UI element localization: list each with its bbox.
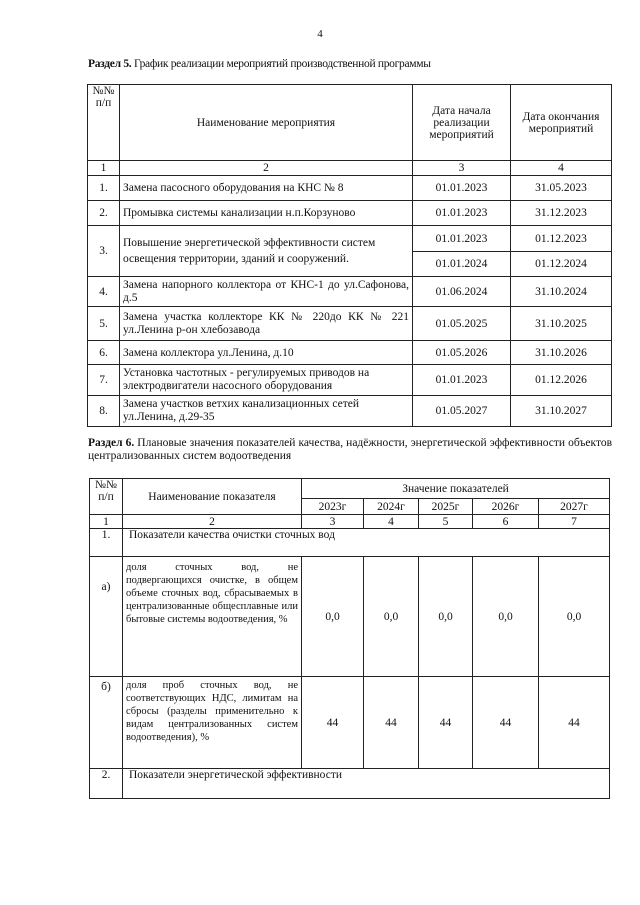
- row-start: 01.06.2024: [413, 277, 511, 307]
- colnum: 3: [413, 161, 511, 176]
- colnum: 4: [364, 515, 419, 529]
- colnum: 7: [539, 515, 610, 529]
- section-6-label: Раздел 6.: [88, 437, 135, 449]
- colnum: 3: [302, 515, 364, 529]
- row-num: 4.: [88, 277, 120, 307]
- row-end: 31.12.2023: [511, 201, 612, 226]
- row-name: Повышение энергетической эффективности систем освещения территории, зданий и сооружений.: [120, 226, 413, 277]
- table-row: [88, 277, 612, 307]
- value: 44: [473, 677, 539, 769]
- row-start: 01.01.2023: [413, 365, 511, 396]
- group-num: 2.: [90, 769, 123, 799]
- group-num: 1.: [90, 529, 123, 557]
- page-number: 4: [317, 28, 323, 40]
- row-num: 2.: [88, 201, 120, 226]
- value: 0,0: [473, 557, 539, 677]
- row-end: 31.10.2024: [511, 277, 612, 307]
- header-num: №№ п/п: [90, 479, 123, 515]
- header-end: Дата окончания мероприятий: [511, 85, 612, 161]
- value: 0,0: [419, 557, 473, 677]
- row-name: Замена пасосного оборудования на КНС № 8: [120, 176, 413, 201]
- column-numbers-row: [90, 515, 610, 529]
- table-row: [88, 176, 612, 201]
- table-header-row: [88, 85, 612, 161]
- value: 0,0: [539, 557, 610, 677]
- value: 0,0: [302, 557, 364, 677]
- year-header: 2025г: [419, 499, 473, 515]
- year-header: 2024г: [364, 499, 419, 515]
- schedule-table: [87, 84, 612, 427]
- year-header: 2023г: [302, 499, 364, 515]
- row-end: 31.10.2025: [511, 307, 612, 341]
- row-num: 3.: [88, 226, 120, 277]
- colnum: 2: [120, 161, 413, 176]
- group-row: [90, 529, 610, 557]
- group-title: Показатели качества очистки сточных вод: [123, 529, 610, 557]
- year-header: 2027г: [539, 499, 610, 515]
- table-header-row: [90, 479, 610, 499]
- row-start: 01.01.2023: [413, 201, 511, 226]
- row-end: 01.12.2026: [511, 365, 612, 396]
- value: 44: [364, 677, 419, 769]
- row-name: Замена участков ветхих канализационных сетей ул.Ленина, д.29-35: [120, 396, 413, 427]
- row-name: Промывка системы канализации н.п.Корзуново: [120, 201, 413, 226]
- row-end-2: 01.12.2024: [511, 252, 612, 277]
- row-num: 6.: [88, 341, 120, 365]
- colnum: 1: [88, 161, 120, 176]
- row-num: 7.: [88, 365, 120, 396]
- row-name: Замена напорного коллектора от КНС-1 до ул.Сафонова, д.5: [120, 277, 413, 307]
- table-row: [88, 341, 612, 365]
- colnum: 4: [511, 161, 612, 176]
- row-name: Замена коллектора ул.Ленина, д.10: [120, 341, 413, 365]
- row-num: а): [90, 557, 123, 677]
- table-row: [88, 226, 612, 252]
- section-6-heading: [88, 437, 612, 463]
- header-name: Наименование мероприятия: [120, 85, 413, 161]
- column-numbers-row: [88, 161, 612, 176]
- table-row: [88, 201, 612, 226]
- value: 44: [539, 677, 610, 769]
- table-row: [90, 677, 610, 769]
- colnum: 2: [123, 515, 302, 529]
- row-num: б): [90, 677, 123, 769]
- header-start: Дата начала реализации мероприятий: [413, 85, 511, 161]
- group-row: [90, 769, 610, 799]
- row-start: 01.05.2025: [413, 307, 511, 341]
- colnum: 1: [90, 515, 123, 529]
- row-start: 01.05.2026: [413, 341, 511, 365]
- row-end: 31.05.2023: [511, 176, 612, 201]
- colnum: 5: [419, 515, 473, 529]
- row-start: 01.01.2023: [413, 226, 511, 252]
- table-row: [88, 307, 612, 341]
- row-num: 5.: [88, 307, 120, 341]
- header-num: №№ п/п: [88, 85, 120, 161]
- section-5-heading: [88, 58, 431, 71]
- section-5-title: График реализации мероприятий производственной программы: [131, 58, 431, 70]
- row-end: 01.12.2023: [511, 226, 612, 252]
- header-name: Наименование показателя: [123, 479, 302, 515]
- row-name: Установка частотных - регулируемых приводов на электродвигатели насосного оборудования: [120, 365, 413, 396]
- row-end: 31.10.2027: [511, 396, 612, 427]
- header-values: Значение показателей: [302, 479, 610, 499]
- row-name: Замена участка коллекторе КК № 220до КК № 221 ул.Ленина р-он хлебозавода: [120, 307, 413, 341]
- value: 0,0: [364, 557, 419, 677]
- section-5-label: Раздел 5.: [88, 58, 132, 70]
- table-row: [90, 557, 610, 677]
- indicator-text: доля сточных вод, не подвергающихся очистке, в общем объеме сточных вод, сбрасываемых в централизованные общесплавные или бытовые системы водоотведения, %: [123, 557, 302, 677]
- indicator-text: доля проб сточных вод, не соответствующих НДС, лимитам на сбросы (разделы применительно к видам централизованных систем водоотведения), %: [123, 677, 302, 769]
- colnum: 6: [473, 515, 539, 529]
- row-num: 1.: [88, 176, 120, 201]
- group-title: Показатели энергетической эффективности: [123, 769, 610, 799]
- row-start: 01.05.2027: [413, 396, 511, 427]
- year-header: 2026г: [473, 499, 539, 515]
- table-row: [88, 365, 612, 396]
- row-num: 8.: [88, 396, 120, 427]
- value: 44: [302, 677, 364, 769]
- row-start: 01.01.2023: [413, 176, 511, 201]
- indicators-table: [89, 478, 610, 799]
- section-6-title: Плановые значения показателей качества, надёжности, энергетической эффективности объектов централизованных систем водоотведения: [88, 437, 612, 462]
- row-start-2: 01.01.2024: [413, 252, 511, 277]
- row-end: 31.10.2026: [511, 341, 612, 365]
- table-row: [88, 396, 612, 427]
- value: 44: [419, 677, 473, 769]
